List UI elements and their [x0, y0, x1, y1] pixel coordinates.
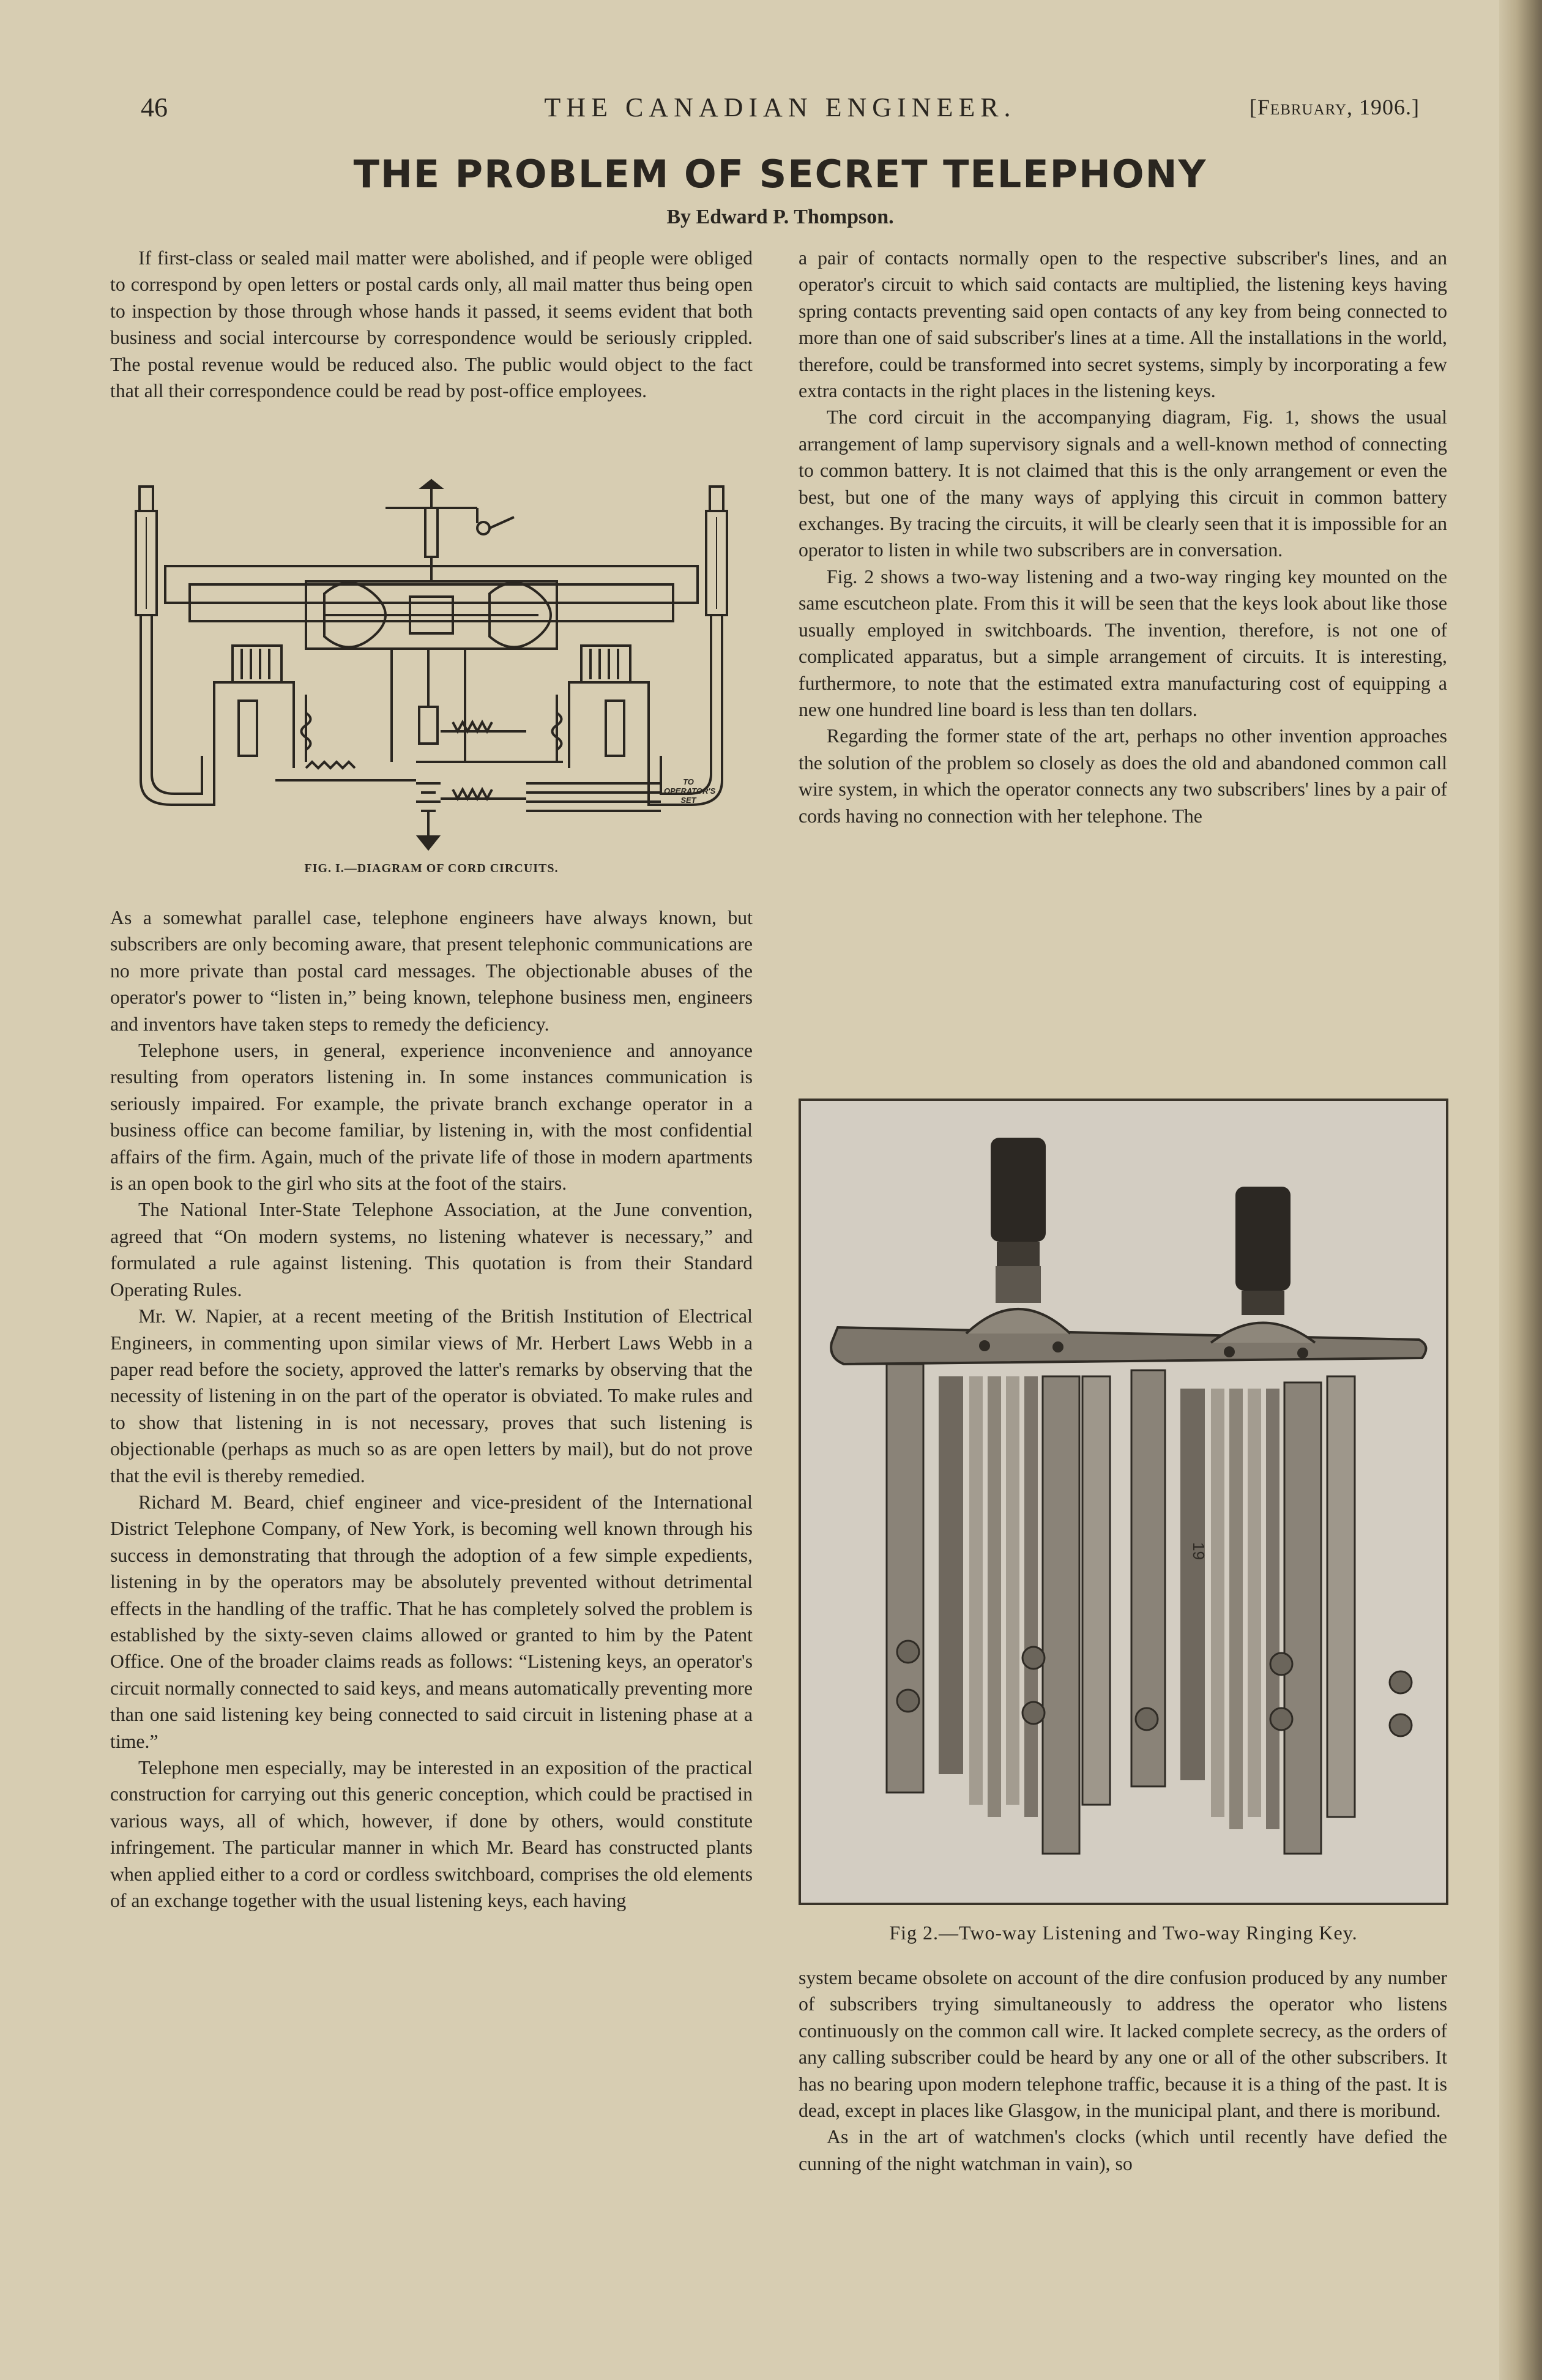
left-column-bottom	[110, 905, 753, 1914]
issue-date: [February, 1906.]	[1249, 95, 1420, 119]
right-key	[581, 646, 630, 682]
left-plug-tip	[140, 487, 153, 511]
paragraph: a pair of contacts normally open to the respective subscriber's lines, and an operator's circuit to which said contacts are multiplied, the listening keys having spring contacts preventing said open contacts of any key from being connected to more than one of said subscriber's lines at a time. All the installations in the world, therefore, could be transformed into secret systems, simply by incorporating a few extra contacts in the right places in the listening keys.	[799, 247, 1447, 402]
paragraph: The cord circuit in the accompanying diagram, Fig. 1, shows the usual arrangement of lamp supervisory signals and a well-known method of connecting to common battery. It is not claimed that this is the only arrangement or even the best, but one of the many ways of applying this circuit in common battery exchanges. By tracing the circuits, it will be clearly seen that it is impossible for an operator to listen in while two subscribers are in conversation.	[799, 406, 1447, 561]
journal-title: THE CANADIAN ENGINEER.	[544, 92, 1016, 122]
operator-set-label: TO OPERATOR'S SET	[664, 777, 716, 805]
running-header	[141, 92, 1420, 129]
paragraph: The National Inter-State Telephone Association, at the June convention, agreed that “On modern systems, no listening whatever is necessary,” and formulated a rule against listening. This quotation is from their Standard Operating Rules.	[110, 1199, 753, 1300]
right-plug-tip	[710, 487, 723, 511]
article-title: THE PROBLEM OF SECRET TELEPHONY	[353, 152, 1207, 196]
figure-1-cord-circuit-diagram	[122, 474, 740, 875]
paragraph: As a somewhat parallel case, telephone engineers have always known, but subscribers are only becoming aware, that present telephonic communications are no more private than postal card messages. The objectionable abuses of the operator's power to “listen in,” being known, telephone business men, engineers and inventors have taken steps to remedy the deficiency.	[110, 907, 753, 1035]
right-column-top	[799, 245, 1447, 829]
paragraph: system became obsolete on account of the dire confusion produced by any number of subscribers trying simultaneously to address the operator who listens continuously on the common call wire. It lacked complete secrecy, as the orders of any calling subscriber could be heard by any one or all of the other subscribers. It has no bearing upon modern telephone traffic, because it is a thing of the past. It is dead, except in places like Glasgow, in the municipal plant, and there is moribund.	[799, 1967, 1447, 2122]
paragraph: Regarding the former state of the art, perhaps no other invention approaches the solution of the problem so closely as does the old and abandoned common call wire system, in which the operator connects any two subscribers' lines by a pair of cords having no connection with her telephone. The	[799, 725, 1447, 827]
left-key-handle	[991, 1138, 1046, 1242]
article-byline: By Edward P. Thompson.	[666, 206, 894, 228]
left-column-top	[110, 245, 753, 404]
page-number: 46	[141, 92, 168, 122]
page-edge	[1499, 0, 1542, 2380]
figure-2-photograph	[799, 1099, 1448, 1905]
right-column-bottom	[799, 1964, 1447, 2177]
photo-number-marking: 19	[1189, 1542, 1208, 1560]
figure-1-caption: FIG. I.—DIAGRAM OF CORD CIRCUITS.	[304, 862, 559, 875]
paragraph: If first-class or sealed mail matter were abolished, and if people were obliged to correspond by open letters or postal cards only, all mail matter thus being open to inspection by those through whose hands it passed, it seems evident that both business and social intercourse by correspondence would be seriously crippled. The postal revenue would be reduced also. The public would object to the fact that all their correspondence could be read by post-office employees.	[110, 247, 753, 402]
right-key-handle	[1235, 1187, 1291, 1291]
supervisory-lamp	[477, 522, 490, 534]
paragraph: Richard M. Beard, chief engineer and vice-president of the International District Telephone Company, of New York, is becoming well known through his success in demonstrating that through the adoption of a few simple expedients, listening in by the operators may be absolutely prevented without detrimental effects in the handling of the traffic. That he has completely solved the problem is established by the sixty-seven claims allowed or granted to him by the Patent Office. One of the broader claims reads as follows: “Listening keys, an operator's circuit normally connected to said keys, and means automatically preventing more than one said listening key being connected to said circuit in listening phase at a time.”	[110, 1491, 753, 1752]
paragraph: Mr. W. Napier, at a recent meeting of the British Institution of Electrical Engineers, in commenting upon similar views of Mr. Herbert Laws Webb in a paper read before the society, approved the latter's remarks by observing that the necessity of listening in on the part of the operator is obviated. To make rules and to show that listening in is not necessary, proves that such listening is objectionable (perhaps as much so as are open letters by mail), but do not prove that the evil is thereby remedied.	[110, 1305, 753, 1487]
top-coil	[425, 508, 438, 557]
paragraph: Telephone users, in general, experience inconvenience and annoyance resulting from operators listening in. In some instances communication is seriously impaired. For example, the private branch exchange operator in a business office can become familiar, by listening in, with the most confidential affairs of the firm. Again, much of the private life of those in modern apartments is an open book to the girl who sits at the foot of the stairs.	[110, 1040, 753, 1195]
figure-2-caption: Fig 2.—Two-way Listening and Two-way Ringing Key.	[889, 1922, 1358, 1944]
paragraph: As in the art of watchmen's clocks (which until recently have defied the cunning of the night watchman in vain), so	[799, 2126, 1447, 2174]
paragraph: Telephone men especially, may be interested in an exposition of the practical construction for carrying out this generic conception, which could be practised in various ways, all of which, however, if done by others, would constitute infringement. The particular manner in which Mr. Beard has constructed plants when applied either to a cord or cordless switchboard, comprises the old elements of an exchange together with the usual listening keys, each having	[110, 1757, 753, 1912]
left-key	[233, 646, 281, 682]
paragraph: Fig. 2 shows a two-way listening and a two-way ringing key mounted on the same escutcheon plate. From this it will be seen that the keys look about like those usually employed in switchboards. The invention, therefore, is not one of complicated apparatus, but a simple arrangement of circuits. It is interesting, furthermore, to note that the estimated extra manufacturing cost of equipping a new one hundred line board is less than ten dollars.	[799, 565, 1447, 720]
centre-coil	[419, 707, 438, 744]
